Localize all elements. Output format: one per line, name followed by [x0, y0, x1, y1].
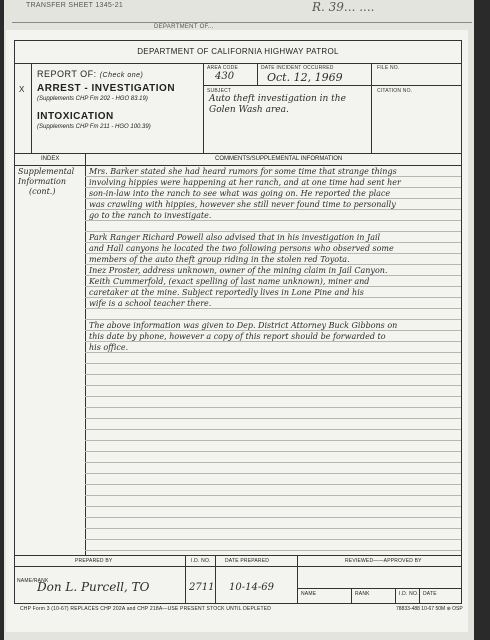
ruled-line: [85, 374, 461, 375]
comment-line: was crawling with hippies, however she still never found time to personally: [89, 200, 396, 209]
comment-line: and Hall canyons he located the two following persons who observed some: [89, 244, 394, 253]
report-of-label: [37, 69, 143, 79]
review-rank-label: RANK: [355, 591, 370, 597]
ruled-line: [85, 517, 461, 518]
footer-divider-3: [297, 556, 298, 604]
report-sheet: [6, 30, 468, 632]
signature-footer: [15, 555, 461, 604]
report-form: [14, 40, 462, 604]
review-subline: [297, 588, 461, 589]
option-arrest-checkbox[interactable]: X: [19, 85, 25, 94]
area-code-label: AREA CODE: [207, 65, 238, 71]
ruled-line: [85, 528, 461, 529]
ruled-line: [85, 440, 461, 441]
index-header: INDEX: [41, 156, 60, 162]
review-name-label: NAME: [301, 591, 317, 597]
ruled-line: [85, 451, 461, 452]
name-rank-label: NAME/RANK: [17, 578, 49, 584]
option-intox-title: INTOXICATION: [37, 111, 114, 122]
index-column: [15, 153, 86, 555]
checkbox-divider: [31, 63, 32, 153]
index-line: Supplemental: [18, 167, 75, 176]
comment-line: this date by phone, however a copy of this report should be forwarded to: [89, 332, 386, 341]
comment-line: go to the ranch to investigate.: [89, 211, 212, 220]
printer-code-line: 78833-488 10-67 50M ⊛ OSP: [396, 606, 463, 612]
file-divider: [371, 63, 372, 153]
ruled-line: [85, 385, 461, 386]
report-of-text: REPORT OF:: [37, 69, 97, 79]
ruled-line: [85, 363, 461, 364]
comments-header: COMMENTS/SUPPLEMENTAL INFORMATION: [215, 156, 343, 162]
index-line: (cont.): [29, 187, 56, 196]
file-no-label: FILE NO.: [377, 65, 400, 71]
ruled-line: [85, 550, 461, 551]
reviewed-approved-label: REVIEWED——APPROVED BY: [345, 558, 422, 564]
ruled-line: [85, 418, 461, 419]
ruled-line: [85, 473, 461, 474]
area-divider: [257, 63, 258, 85]
ruled-line: [85, 484, 461, 485]
back-sheet-scrawl: R. 39... ....: [312, 0, 375, 14]
comment-line: caretaker at the mine. Subject reportedly lives in Lone Pine and his: [89, 288, 364, 297]
review-id-label: I.D. NO.: [399, 591, 419, 597]
comment-line: son-in-law into the ranch to see what was going on. He reported the place: [89, 189, 391, 198]
id-no-label: I.D. NO.: [191, 558, 211, 564]
review-date-label: DATE: [423, 591, 437, 597]
ruled-line: [85, 462, 461, 463]
citation-no-label: CITATION NO.: [377, 88, 413, 94]
review-div-c: [419, 588, 420, 604]
option-arrest-title: ARREST - INVESTIGATION: [37, 83, 176, 94]
id-no-value[interactable]: 2711: [189, 582, 215, 593]
comment-line: Inez Proster, address unknown, owner of the mining claim in Jail Canyon.: [89, 266, 388, 275]
index-line: Information: [18, 177, 67, 186]
review-div-a: [351, 588, 352, 604]
prepared-by-label: PREPARED BY: [75, 558, 113, 564]
comment-line: Mrs. Barker stated she had heard rumors for some time that strange things: [89, 167, 397, 176]
ruled-line: [85, 506, 461, 507]
review-div-b: [395, 588, 396, 604]
back-sheet-label: DEPARTMENT OF...: [154, 24, 214, 30]
ruled-line: [85, 429, 461, 430]
footer-divider-2: [215, 556, 216, 604]
date-incident-value[interactable]: Oct. 12, 1969: [267, 71, 343, 84]
subject-label: SUBJECT: [207, 88, 232, 94]
comment-line: Park Ranger Richard Powell also advised that in his investigation in Jail: [89, 233, 381, 242]
comment-line: The above information was given to Dep. District Attorney Buck Gibbons on: [89, 321, 398, 330]
date-prepared-value[interactable]: 10-14-69: [229, 582, 274, 593]
area-code-value[interactable]: 430: [215, 71, 235, 82]
left-divider: [203, 63, 204, 153]
back-sheet-strip: [12, 0, 472, 23]
option-intox-sub: (Supplements CHP Fm 211 - HGO 100.39): [37, 124, 151, 130]
option-arrest-sub: (Supplements CHP Fm 202 - HGO 83.19): [37, 96, 148, 102]
ruled-line: [85, 495, 461, 496]
report-header-box: [15, 63, 461, 154]
ruled-line: [85, 539, 461, 540]
subject-value[interactable]: Auto theft investigation in the Golen Wash area.: [209, 94, 346, 115]
subject-divider: [203, 85, 461, 86]
ruled-line: [85, 407, 461, 408]
ruled-line: [85, 396, 461, 397]
agency-title: DEPARTMENT OF CALIFORNIA HIGHWAY PATROL: [15, 41, 461, 64]
date-incident-label: DATE INCIDENT OCCURRED: [261, 65, 334, 71]
signature[interactable]: Don L. Purcell, TO: [37, 580, 150, 594]
form-number-line: CHP Form 3 (10-67) REPLACES CHP 202A and CHP 218A—USE PRESENT STOCK UNTIL DEPLETED: [20, 606, 272, 612]
back-sheet-code: TRANSFER SHEET 1345-21: [26, 2, 124, 9]
comment-line: involving hippies were happening at her ranch, and at one time had sent her: [89, 178, 401, 187]
comment-line: wife is a school teacher there.: [89, 299, 212, 308]
comment-line: his office.: [89, 343, 129, 352]
check-one-text: (Check one): [99, 72, 144, 79]
date-prepared-label: DATE PREPARED: [225, 558, 270, 564]
comment-line: members of the auto theft group riding in the stolen red Toyota.: [89, 255, 350, 264]
comment-line: Keith Cummerfold, (exact spelling of last name unknown), miner and: [89, 277, 370, 286]
footer-divider-1: [185, 556, 186, 604]
